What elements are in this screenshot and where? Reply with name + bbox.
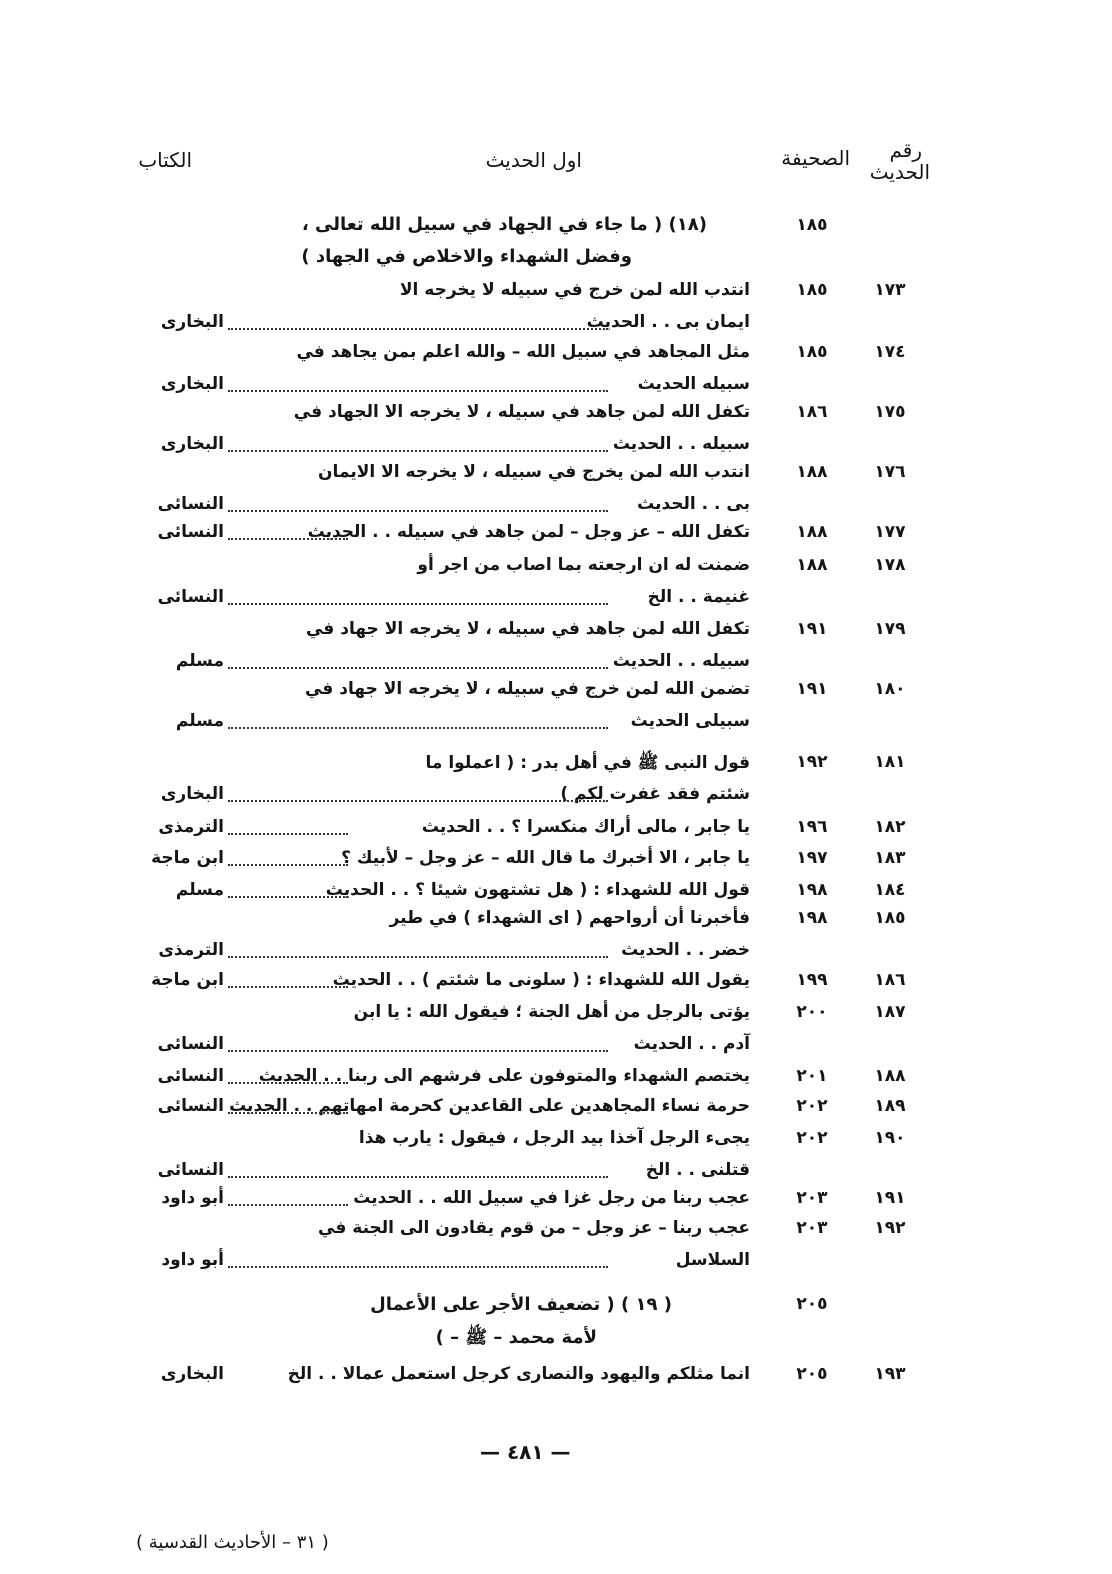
table-row-num: ١٨٤ (874, 880, 906, 900)
table-row-text-line2: آدم . . الحديث (633, 1034, 750, 1054)
table-row-book: البخارى (160, 434, 224, 454)
table-row-page: ١٩٧ (796, 848, 828, 868)
table-row-page: ١٩٨ (796, 880, 828, 900)
leader-dots (228, 727, 608, 729)
table-row-book: البخارى (160, 1364, 224, 1384)
table-row-book: الترمذى (158, 940, 224, 960)
table-row-book: الترمذى (158, 817, 224, 837)
table-row-text-line1: ضمنت له ان ارجعته بما اصاب من اجر أو (417, 555, 750, 575)
footer-note: ( ٣١ – الأحاديث القدسية ) (136, 1532, 329, 1553)
table-row-num: ١٨١ (874, 752, 906, 772)
table-row-text-line1: مثل المجاهد في سبيل الله – والله اعلم بمن يجاهد في (296, 342, 750, 362)
leader-dots (228, 1112, 348, 1114)
section-18-title-line2: وفضل الشهداء والاخلاص في الجهاد ) (301, 246, 632, 267)
table-row-num: ١٨٧ (874, 1002, 906, 1022)
table-row-book: النسائى (157, 1160, 224, 1180)
leader-dots (228, 603, 608, 605)
table-row-book: ابن ماجة (151, 970, 224, 990)
header-number-label-2: الحديث (869, 160, 930, 184)
leader-dots (228, 800, 608, 802)
table-row-book: مسلم (175, 651, 224, 671)
table-row-text-line1: تكفل الله – عز وجل – لمن جاهد في سبيله . . الحديث (307, 522, 750, 542)
table-row-page: ٢٠٢ (796, 1096, 828, 1116)
table-row-num: ١٧٥ (874, 402, 906, 422)
table-row-text-line1: انتدب الله لمن يخرج في سبيله ، لا يخرجه الا الايمان (318, 462, 750, 482)
leader-dots (228, 956, 608, 958)
leader-dots (228, 510, 608, 512)
leader-dots (228, 864, 348, 866)
table-row-text-line1: قول الله للشهداء : ( هل تشتهون شيئا ؟ . . الحديث (325, 880, 750, 900)
table-row-num: ١٩٣ (874, 1364, 906, 1384)
table-row-num: ١٧٩ (874, 619, 906, 639)
leader-dots (228, 986, 348, 988)
section-19-title-line1: ( ١٩ ) ( تضعيف الأجر على الأعمال (370, 1294, 672, 1315)
table-row-text-line1: تضمن الله لمن خرج في سبيله ، لا يخرجه الا جهاد في (304, 679, 750, 699)
table-row-num: ١٨٩ (874, 1096, 906, 1116)
section-19-page: ٢٠٥ (796, 1294, 828, 1314)
table-row-text-line2: سبيله الحديث (637, 374, 750, 394)
table-row-text-line2: غنيمة . . الخ (647, 587, 750, 607)
leader-dots (228, 833, 348, 835)
table-row-text-line1: يؤتى بالرجل من أهل الجنة ؛ فيقول الله : يا ابن (353, 1002, 750, 1022)
table-row-text-line1: حرمة نساء المجاهدين على القاعدين كحرمة امهاتهم . . الحديث (229, 1096, 750, 1116)
table-row-text-line2: السلاسل (675, 1250, 750, 1270)
table-row-page: ١٨٥ (796, 342, 828, 362)
table-row-text-line2: سبيلى الحديث (630, 711, 750, 731)
table-row-num: ١٨٥ (874, 908, 906, 928)
table-row-text-line2: بى . . الحديث (637, 494, 750, 514)
table-row-text-line2: سبيله . . الحديث (612, 434, 750, 454)
table-row-text-line1: يقول الله للشهداء : ( سلونى ما شئتم ) . . الحديث (332, 970, 750, 990)
table-row-book: مسلم (175, 711, 224, 731)
table-row-page: ٢٠١ (796, 1066, 828, 1086)
leader-dots (228, 328, 608, 330)
table-row-page: ٢٠٠ (796, 1002, 828, 1022)
leader-dots (228, 450, 608, 452)
table-row-page: ١٨٨ (796, 522, 828, 542)
table-row-book: ابن ماجة (151, 848, 224, 868)
table-row-page: ١٨٨ (796, 555, 828, 575)
leader-dots (228, 1266, 608, 1268)
table-row-num: ١٧٣ (874, 280, 906, 300)
leader-dots (228, 1176, 608, 1178)
table-row-page: ١٩٨ (796, 908, 828, 928)
table-row-text-line1: عجب ربنا – عز وجل – من قوم يقادون الى الجنة في (318, 1218, 750, 1238)
table-row-book: النسائى (157, 522, 224, 542)
table-row-book: أبو داود (161, 1250, 224, 1270)
table-row-text-line2: ايمان بى . . الحديث (586, 312, 750, 332)
table-row-book: البخارى (160, 374, 224, 394)
table-row-page: ١٩١ (796, 619, 828, 639)
leader-dots (228, 896, 348, 898)
table-row-num: ١٧٨ (874, 555, 906, 575)
table-row-text-line1: تكفل الله لمن جاهد في سبيله ، لا يخرجه الا جهاد في (305, 619, 750, 639)
table-row-text-line1: فأخبرنا أن أرواحهم ( اى الشهداء ) في طير (389, 908, 750, 928)
section-19-title-line2: لأمة محمد – ﷺ – ) (435, 1327, 597, 1348)
table-row-page: ٢٠٢ (796, 1128, 828, 1148)
table-row-book: النسائى (157, 494, 224, 514)
table-row-book: أبو داود (161, 1188, 224, 1208)
leader-dots (228, 1082, 348, 1084)
table-row-text-line1: يختصم الشهداء والمتوفون على فرشهم الى ربنا . . الحديث (258, 1066, 750, 1086)
table-row-text-line2: قتلنى . . الخ (645, 1160, 750, 1180)
table-row-num: ١٨٣ (874, 848, 906, 868)
table-row-text-line2: خضر . . الحديث (621, 940, 750, 960)
table-row-num: ١٨٠ (874, 679, 906, 699)
leader-dots (228, 538, 348, 540)
header-number-label-1: رقم (889, 138, 922, 162)
leader-dots (228, 1204, 348, 1206)
table-row-text-line2: شئتم فقد غفرت لكم ) (560, 784, 750, 804)
table-row-book: البخارى (160, 312, 224, 332)
table-row-num: ١٩٢ (874, 1218, 906, 1238)
table-row-num: ١٨٦ (874, 970, 906, 990)
table-row-book: النسائى (157, 1034, 224, 1054)
table-row-page: ١٩٩ (796, 970, 828, 990)
table-row-text-line1: عجب ربنا من رجل غزا في سبيل الله . . الحديث (353, 1188, 750, 1208)
table-row-text-line1: تكفل الله لمن جاهد في سبيله ، لا يخرجه الا الجهاد في (293, 402, 750, 422)
table-row-page: ١٩٢ (796, 752, 828, 772)
leader-dots (228, 1050, 608, 1052)
section-18-title-line1: (١٨) ( ما جاء في الجهاد في سبيل الله تعالى ، (301, 214, 707, 235)
table-row-page: ١٨٨ (796, 462, 828, 482)
table-row-page: ١٩٦ (796, 817, 828, 837)
table-row-book: النسائى (157, 1096, 224, 1116)
leader-dots (228, 667, 608, 669)
table-row-num: ١٨٢ (874, 817, 906, 837)
table-row-book: النسائى (157, 1066, 224, 1086)
table-row-page: ٢٠٥ (796, 1364, 828, 1384)
table-row-num: ١٧٤ (874, 342, 906, 362)
section-18-page: ١٨٥ (796, 215, 828, 235)
table-row-text-line1: يا جابر ، الا أخبرك ما قال الله – عز وجل – لأبيك ؟ (341, 848, 750, 868)
page-number: — ٤٨١ — (480, 1440, 571, 1464)
header-page-label: الصحيفة (781, 146, 850, 170)
table-row-num: ١٧٧ (874, 522, 906, 542)
table-row-page: ١٨٥ (796, 280, 828, 300)
table-row-text-line1: انتدب الله لمن خرج في سبيله لا يخرجه الا (399, 280, 750, 300)
table-row-page: ٢٠٣ (796, 1218, 828, 1238)
table-row-page: ٢٠٣ (796, 1188, 828, 1208)
table-row-book: النسائى (157, 587, 224, 607)
table-row-text-line1: يجىء الرجل آخذا بيد الرجل ، فيقول : يارب هذا (358, 1128, 750, 1148)
table-row-text-line1: قول النبى ﷺ في أهل بدر : ( اعملوا ما (425, 753, 750, 773)
table-row-book: البخارى (160, 784, 224, 804)
table-row-book: مسلم (175, 880, 224, 900)
table-row-text: انما مثلكم واليهود والنصارى كرجل استعمل عمالا . . الخ (287, 1364, 750, 1384)
table-row-num: ١٩٠ (874, 1128, 906, 1148)
table-row-num: ١٧٦ (874, 462, 906, 482)
table-row-num: ١٨٨ (874, 1066, 906, 1086)
table-row-num: ١٩١ (874, 1188, 906, 1208)
header-beginning-label: اول الحديث (485, 148, 582, 172)
table-row-text-line2: سبيله . . الحديث (612, 651, 750, 671)
header-book-label: الكتاب (138, 148, 192, 172)
table-row-text-line1: يا جابر ، مالى أراك منكسرا ؟ . . الحديث (421, 817, 750, 837)
leader-dots (228, 390, 608, 392)
table-row-page: ١٩١ (796, 679, 828, 699)
table-row-page: ١٨٦ (796, 402, 828, 422)
